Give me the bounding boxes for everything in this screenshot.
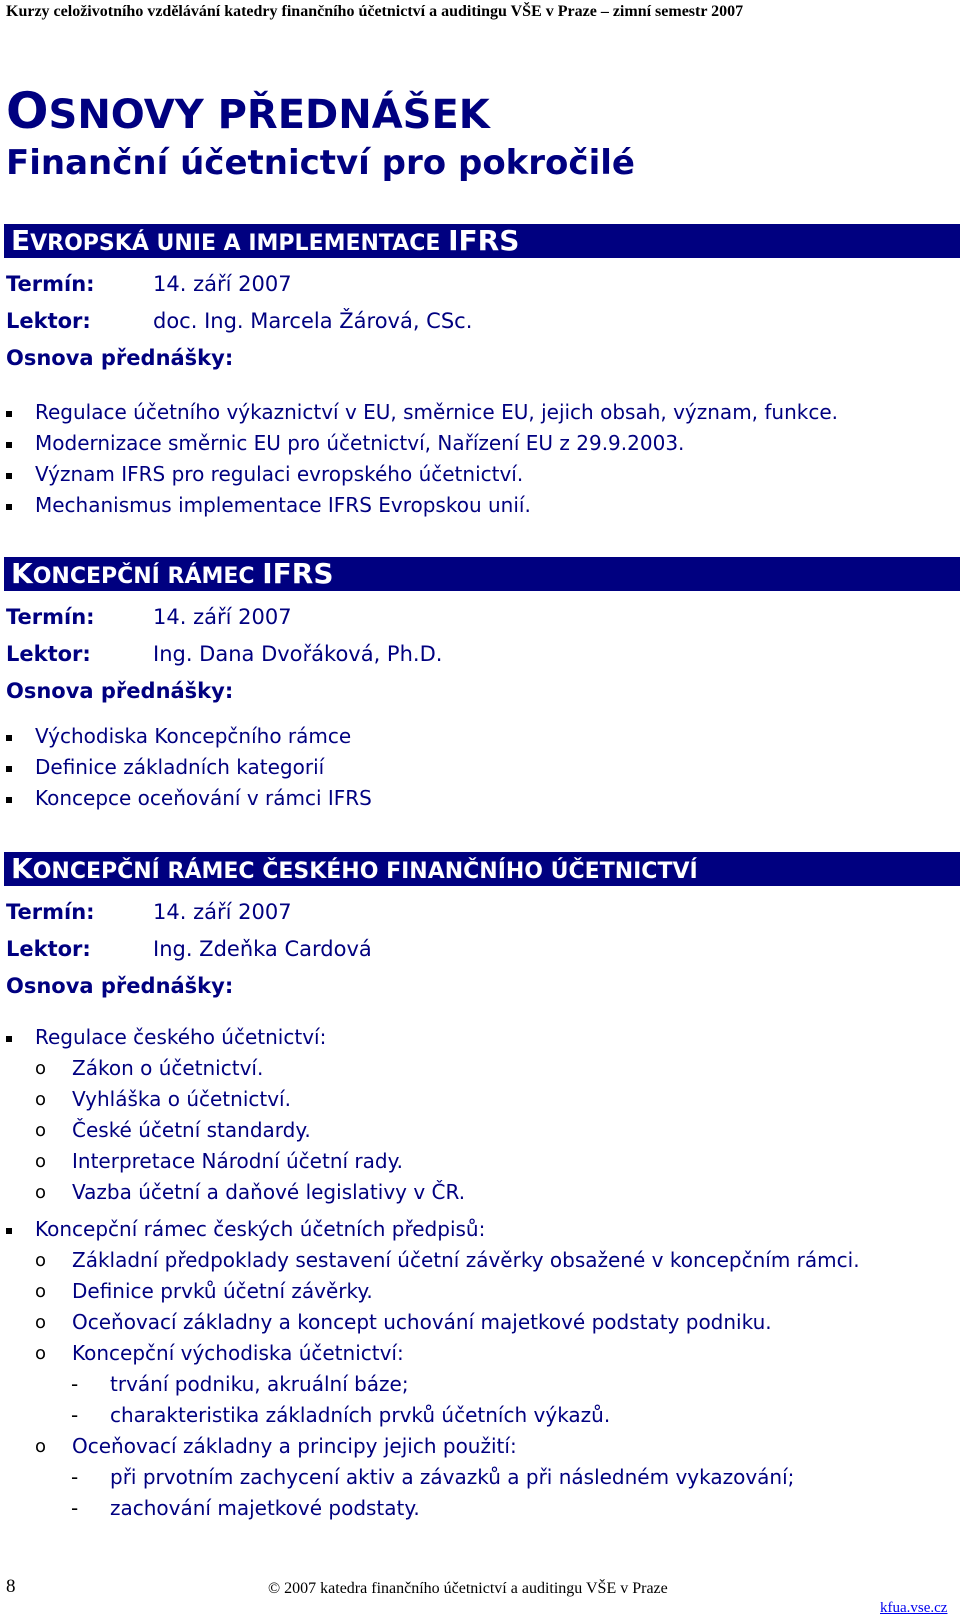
list-subitem: České účetní standardy.	[72, 1118, 311, 1142]
list-subitem: Základní předpoklady sestavení účetní závěrky obsažené v koncepčním rámci.	[72, 1248, 860, 1272]
square-bullet-icon	[6, 797, 12, 803]
circle-bullet-icon: o	[35, 1058, 47, 1079]
footer-copyright: © 2007 katedra finančního účetnictví a auditingu VŠE v Praze	[268, 1580, 668, 1597]
square-bullet-icon	[6, 473, 12, 479]
square-bullet-icon	[6, 504, 12, 510]
dash-bullet-icon: -	[71, 1403, 79, 1427]
section-title: EVROPSKÁ UNIE A IMPLEMENTACE IFRS	[11, 224, 520, 257]
square-bullet-icon	[6, 411, 12, 417]
termin-value: 14. září 2007	[153, 272, 292, 296]
square-bullet-icon	[6, 442, 12, 448]
list-item: Definice základních kategorií	[35, 755, 325, 779]
lektor-label: Lektor:	[6, 642, 91, 666]
termin-label: Termín:	[6, 605, 95, 629]
list-subitem: Interpretace Národní účetní rady.	[72, 1149, 403, 1173]
lektor-label: Lektor:	[6, 309, 91, 333]
square-bullet-icon	[6, 1228, 12, 1234]
list-subsubitem: při prvotním zachycení aktiv a závazků a při následném vykazování;	[110, 1465, 795, 1489]
section-title: KONCEPČNÍ RÁMEC ČESKÉHO FINANČNÍHO ÚČETNICTVÍ	[11, 852, 698, 885]
termin-value: 14. září 2007	[153, 605, 292, 629]
page-header: Kurzy celoživotního vzdělávání katedry finančního účetnictví a auditingu VŠE v Praze – zimní semestr 2007	[6, 3, 744, 20]
lektor-value: Ing. Zdeňka Cardová	[153, 937, 372, 961]
circle-bullet-icon: o	[35, 1281, 47, 1302]
osnova-label: Osnova přednášky:	[6, 974, 234, 998]
square-bullet-icon	[6, 766, 12, 772]
square-bullet-icon	[6, 1036, 12, 1042]
circle-bullet-icon: o	[35, 1151, 47, 1172]
list-subsubitem: charakteristika základních prvků účetních výkazů.	[110, 1403, 611, 1427]
lektor-value: Ing. Dana Dvořáková, Ph.D.	[153, 642, 443, 666]
list-item: Regulace českého účetnictví:	[35, 1025, 327, 1049]
osnova-label: Osnova přednášky:	[6, 346, 234, 370]
list-subsubitem: zachování majetkové podstaty.	[110, 1496, 420, 1520]
list-subitem: Vazba účetní a daňové legislativy v ČR.	[72, 1180, 466, 1204]
list-item: Koncepce oceňování v rámci IFRS	[35, 786, 372, 810]
footer-link[interactable]: kfua.vse.cz	[880, 1600, 948, 1616]
list-subitem: Definice prvků účetní závěrky.	[72, 1279, 373, 1303]
section-header-bar	[4, 557, 960, 591]
list-item: Východiska Koncepčního rámce	[35, 724, 352, 748]
circle-bullet-icon: o	[35, 1343, 47, 1364]
list-subitem: Vyhláška o účetnictví.	[72, 1087, 291, 1111]
circle-bullet-icon: o	[35, 1312, 47, 1333]
list-subitem: Oceňovací základny a koncept uchování majetkové podstaty podniku.	[72, 1310, 772, 1334]
list-item: Koncepční rámec českých účetních předpisů:	[35, 1217, 486, 1241]
section-title: KONCEPČNÍ RÁMEC IFRS	[11, 557, 334, 590]
list-subitem: Koncepční východiska účetnictví:	[72, 1341, 404, 1365]
osnova-label: Osnova přednášky:	[6, 679, 234, 703]
termin-label: Termín:	[6, 900, 95, 924]
circle-bullet-icon: o	[35, 1182, 47, 1203]
section-header-bar	[4, 224, 960, 258]
dash-bullet-icon: -	[71, 1496, 79, 1520]
dash-bullet-icon: -	[71, 1372, 79, 1396]
page-number: 8	[6, 1576, 16, 1597]
list-item: Regulace účetního výkaznictví v EU, směrnice EU, jejich obsah, význam, funkce.	[35, 400, 839, 424]
list-item: Mechanismus implementace IFRS Evropskou unií.	[35, 493, 531, 517]
list-subitem: Oceňovací základny a principy jejich použití:	[72, 1434, 517, 1458]
page-subtitle: Finanční účetnictví pro pokročilé	[6, 143, 635, 183]
circle-bullet-icon: o	[35, 1120, 47, 1141]
termin-label: Termín:	[6, 272, 95, 296]
title-rest: SNOVY PŘEDNÁŠEK	[48, 92, 490, 138]
circle-bullet-icon: o	[35, 1250, 47, 1271]
page-title	[6, 82, 490, 140]
section-header-bar	[4, 852, 960, 886]
dash-bullet-icon: -	[71, 1465, 79, 1489]
square-bullet-icon	[6, 735, 12, 741]
termin-value: 14. září 2007	[153, 900, 292, 924]
list-subitem: Zákon o účetnictví.	[72, 1056, 264, 1080]
list-item: Význam IFRS pro regulaci evropského účetnictví.	[35, 462, 524, 486]
list-item: Modernizace směrnic EU pro účetnictví, Nařízení EU z 29.9.2003.	[35, 431, 685, 455]
circle-bullet-icon: o	[35, 1089, 47, 1110]
list-subsubitem: trvání podniku, akruální báze;	[110, 1372, 409, 1396]
lektor-value: doc. Ing. Marcela Žárová, CSc.	[153, 309, 473, 333]
circle-bullet-icon: o	[35, 1436, 47, 1457]
title-initial: O	[6, 82, 49, 140]
lektor-label: Lektor:	[6, 937, 91, 961]
